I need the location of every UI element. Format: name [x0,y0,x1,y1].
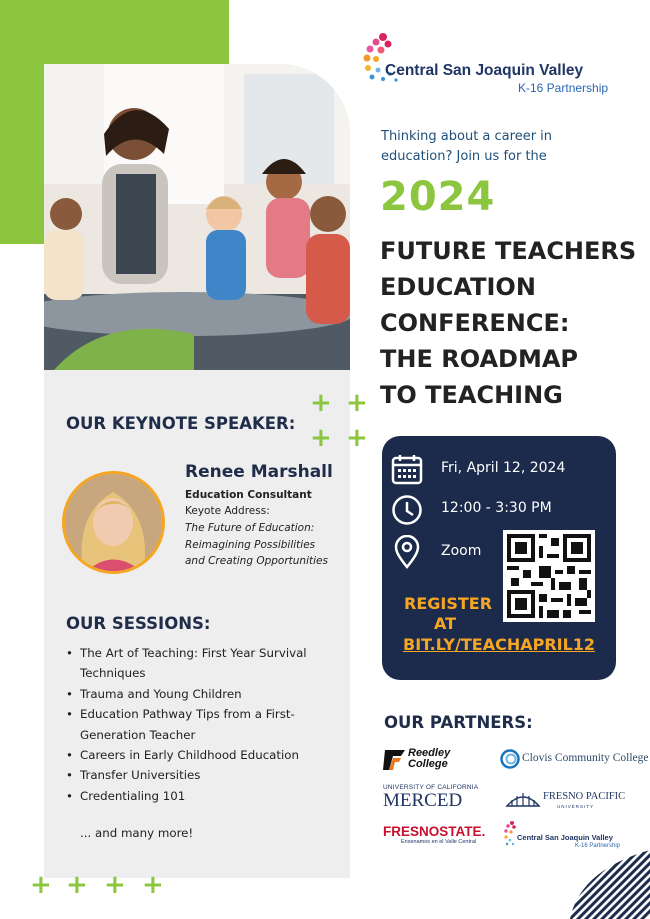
uc-line: UNIVERSITY OF CALIFORNIA [383,784,479,791]
reedley-logo-icon [383,750,405,770]
keynote-heading: OUR KEYNOTE SPEAKER: [66,414,296,433]
clock-icon [391,494,423,526]
list-item: • Trauma and Young Children [66,684,336,704]
sessions-heading: OUR SESSIONS: [66,614,211,633]
event-time: 12:00 - 3:30 PM [441,500,552,516]
plus-icon: + [142,870,164,900]
conference-year: 2024 [380,174,496,220]
intro-text: Thinking about a career in education? Join us for the [381,129,553,164]
conference-title [380,233,645,413]
csjv-name: Central San Joaquin Valley [517,833,613,842]
plus-icon: + [346,423,368,453]
list-item: • Education Pathway Tips from a First-Generation Teacher [66,704,336,745]
list-item: • The Art of Teaching: First Year Survival Techniques [66,643,336,684]
partnership-logo [362,32,632,96]
event-date: Fri, April 12, 2024 [441,460,566,476]
keynote-topic: The Future of Education: Reimagining Possibilities and Creating Opportunities [185,522,328,567]
plus-icon: + [310,423,332,453]
register-label: REGISTER [404,594,493,613]
fresno-pacific-crest-icon [505,788,541,808]
corner-stripes-decoration [570,850,650,919]
title-line: FUTURE TEACHERS [380,237,637,265]
list-item: • Transfer Universities [66,765,336,785]
event-location: Zoom [441,543,482,559]
fresno-state-sub: Ensenamos en el Valle Central [401,839,477,845]
plus-icon: + [104,870,126,900]
partners-heading: OUR PARTNERS: [384,713,533,732]
plus-icon: + [30,870,52,900]
merced-name: MERCED [383,790,463,811]
title-line: TO TEACHING [380,381,563,409]
list-item: • Careers in Early Childhood Education [66,745,336,765]
registration-link[interactable]: BIT.LY/TEACHAPRIL12 [403,635,596,654]
title-line: EDUCATION [380,273,536,301]
list-item: • Credentialing 101 [66,786,336,806]
speaker-avatar [62,471,165,574]
keynote-address-label: Keyote Address: [185,505,270,517]
fresno-pacific-name: FRESNO PACIFIC [543,791,626,802]
speaker-role: Education Consultant [185,489,312,501]
partnership-name: Central San Joaquin Valley [385,62,584,79]
reedley-name: Reedley College [408,747,451,770]
fresno-pacific-sub: UNIVERSITY [557,804,595,809]
plus-icon: + [346,388,368,418]
calendar-icon [391,453,423,485]
location-pin-icon [393,535,421,569]
partnership-subtitle: K-16 Partnership [518,81,609,95]
plus-icon: + [66,870,88,900]
speaker-name: Renee Marshall [185,462,333,482]
fresno-state-logo [383,824,485,845]
more-sessions-text: ... and many more! [80,826,194,840]
sessions-list [66,643,336,806]
registration-qr-code[interactable] [503,530,595,622]
register-at-label: AT [434,614,457,633]
csjv-sub: K-16 Partnership [575,843,621,849]
classroom-photo [44,64,350,370]
fresno-state-name: FRESNOSTATE. [383,824,486,839]
plus-icon: + [310,388,332,418]
title-line: CONFERENCE: [380,309,570,337]
uc-merced-logo [383,784,478,810]
clovis-name: Clovis Community College [522,752,649,764]
clovis-swirl-icon [500,749,520,769]
title-line: THE ROADMAP [380,345,578,373]
